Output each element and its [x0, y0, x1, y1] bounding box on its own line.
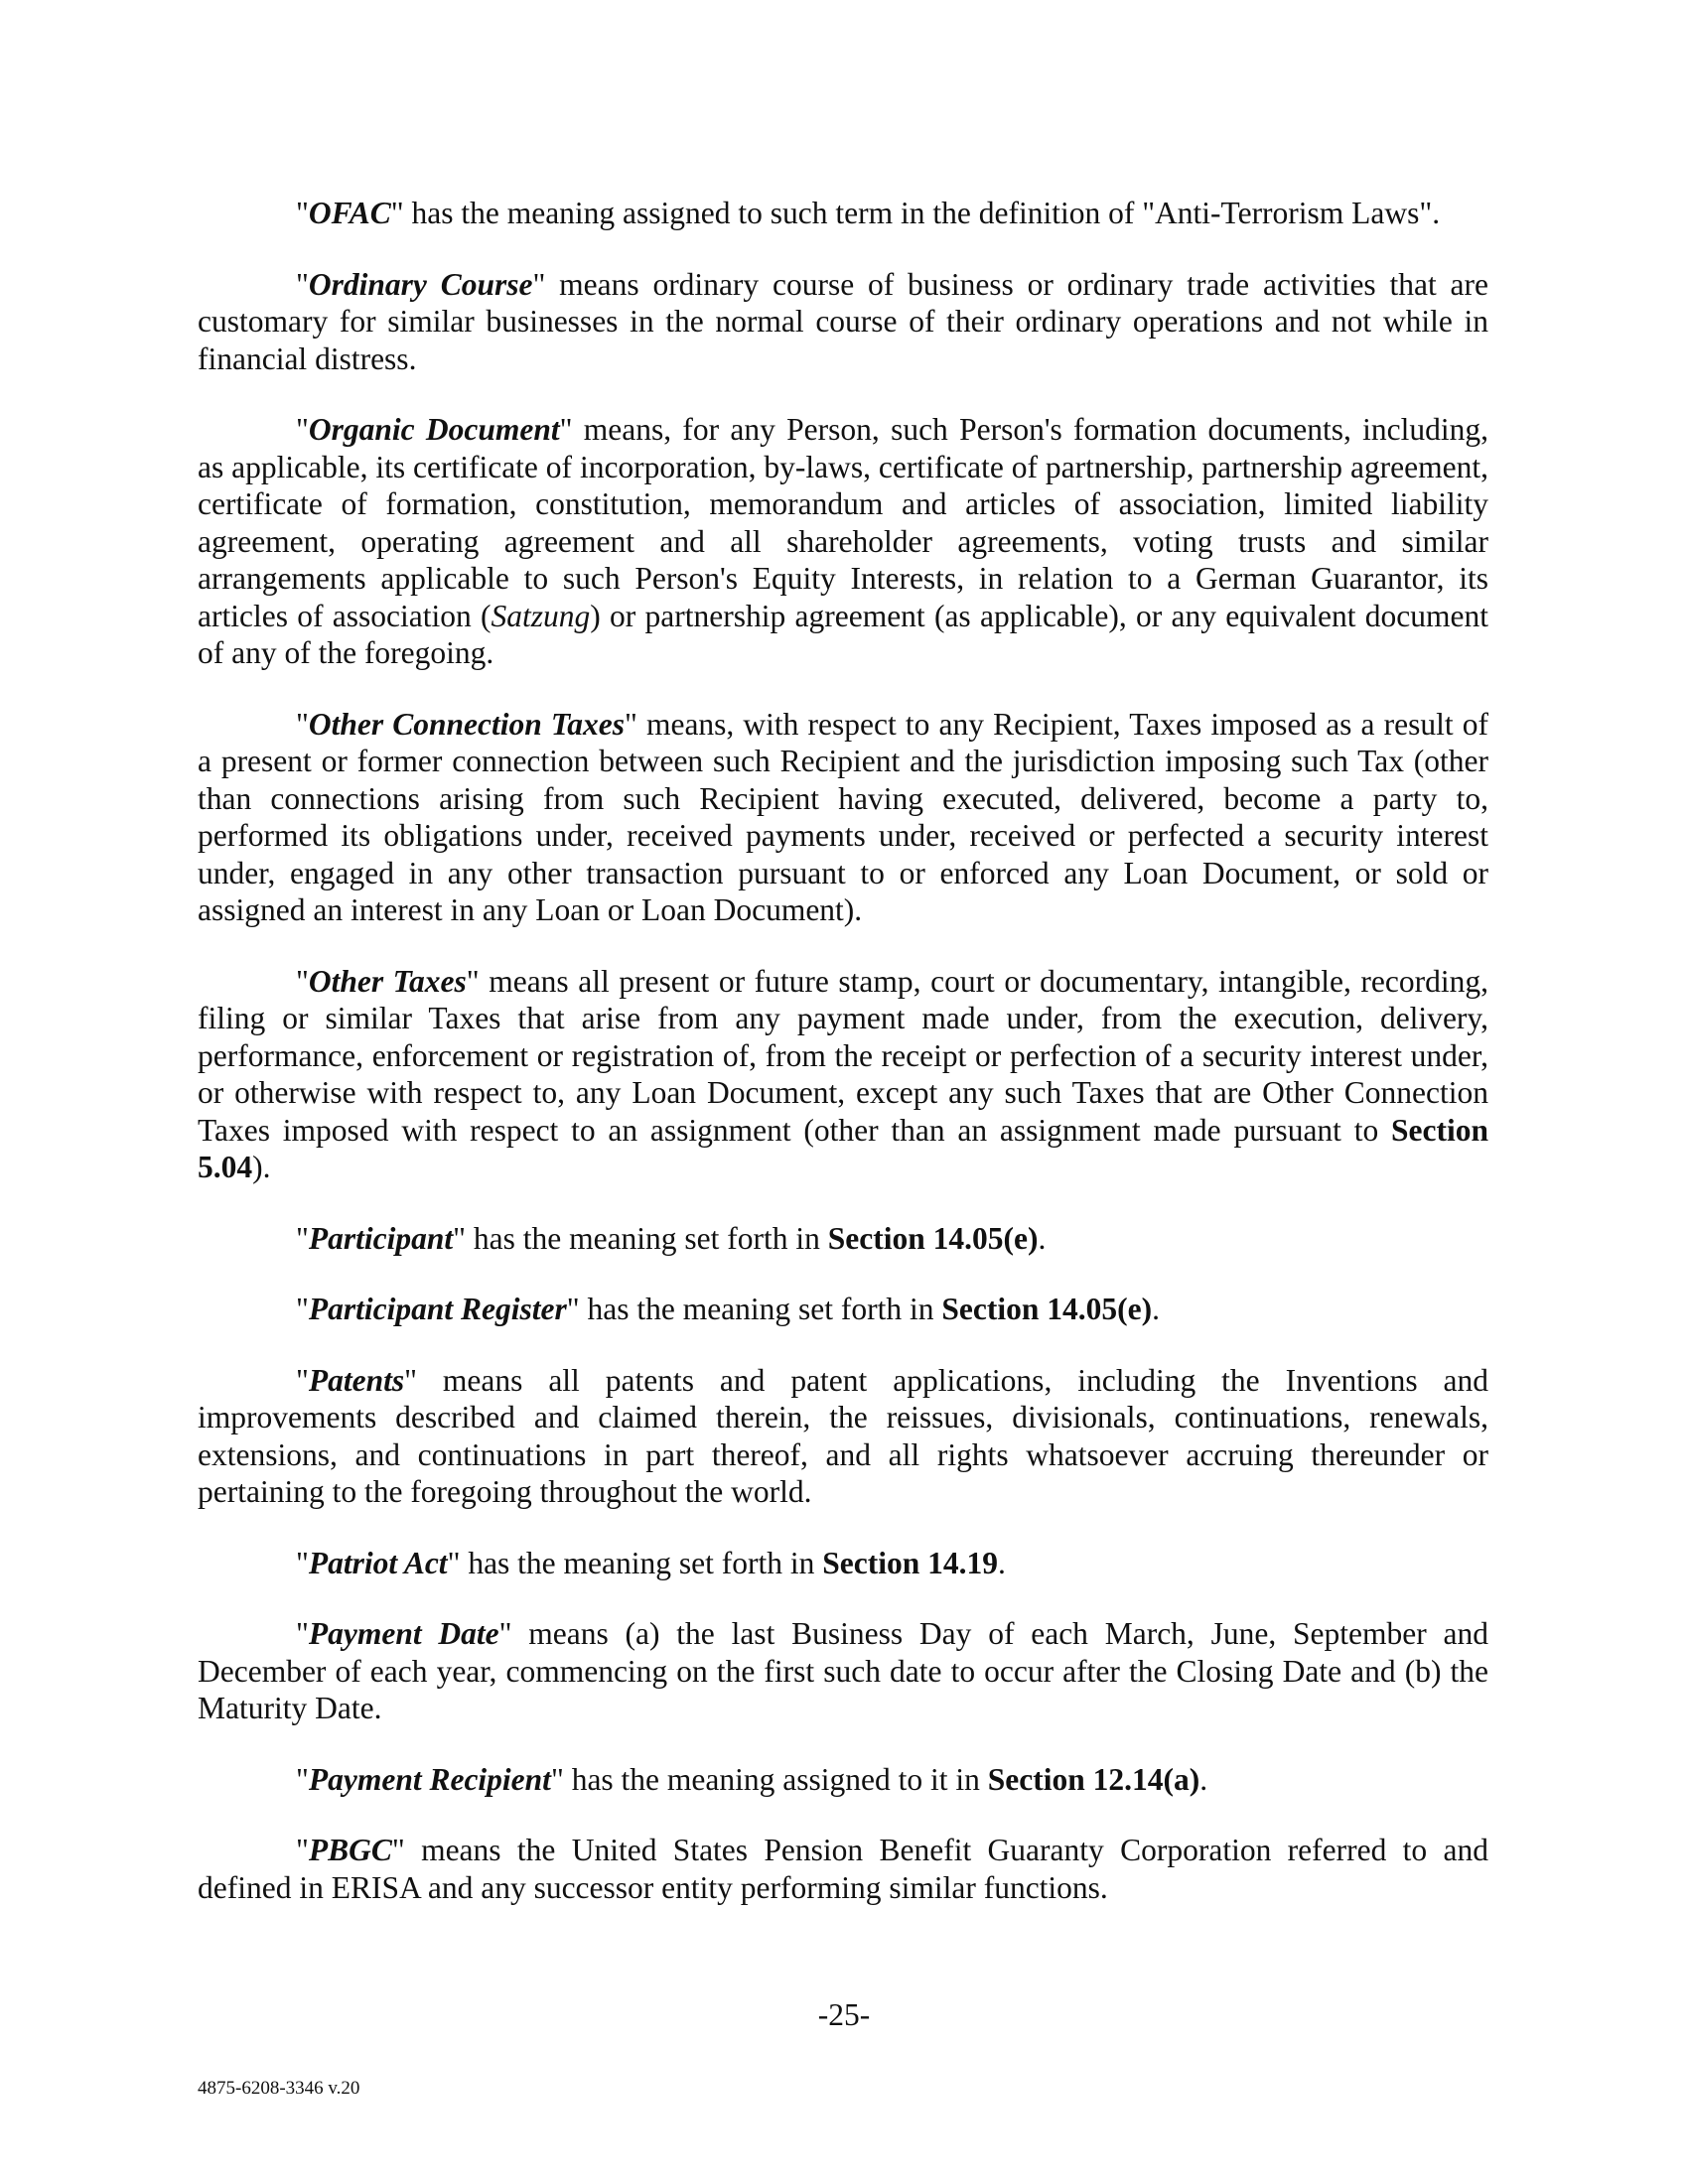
definition-text: means the United States Pension Benefit Guaranty Corporation referred to and defined in ERISA and any successor entity performing similar functions. [198, 1833, 1488, 1905]
section-reference: Section 14.05(e) [827, 1220, 1039, 1256]
document-id: 4875-6208-3346 v.20 [198, 2078, 360, 2099]
definition-text-end: . [1152, 1292, 1160, 1326]
definition-text-end: . [1199, 1761, 1208, 1797]
definition-text: has the meaning assigned to such term in the definition of "Anti-Terrorism Laws". [403, 196, 1441, 230]
open-quote: " [296, 963, 309, 999]
open-quote: " [296, 1545, 309, 1580]
definition-text: has the meaning set forth in [465, 1220, 828, 1256]
defined-term: Payment Date [308, 1616, 499, 1651]
open-quote: " [296, 706, 309, 742]
close-quote: " [550, 1761, 564, 1797]
definition-other-connection-taxes [198, 706, 1488, 929]
close-quote: " [447, 1545, 461, 1580]
definition-participant [198, 1220, 1488, 1258]
definition-organic-document [198, 411, 1488, 672]
definition-text: means all patents and patent applications, including the Inventions and improvements described and claimed therein, the reissues, divisionals, continuations, renewals, extensions, and continuations in part thereof, and all rights whatsoever accruing thereunder or pertaining to the foregoing throughout the world. [198, 1362, 1488, 1509]
definition-text: means, for any Person, such Person's formation documents, including, as applicable, its certificate of incorporation, by-laws, certificate of partnership, partnership agreement, certificate of formation, constitution, memorandum and articles of association, limited liability agreement, operating agreement and all shareholder agreements, voting trusts and similar arrangements applicable to such Person's Equity Interests, in relation to a German Guarantor, its articles of association ( [198, 412, 1489, 633]
definition-text: has the meaning set forth in [579, 1292, 942, 1326]
defined-term: Ordinary Course [308, 266, 533, 302]
definition-text: means all present or future stamp, court or documentary, intangible, recording, filing or similar Taxes that arise from any payment made under, from the execution, delivery, performance, enforcement or registration of, from the receipt or perfection of a security interest under, or otherwise with respect to, any Loan Document, except any such Taxes that are Other Connection Taxes imposed with respect to an assignment (other than an assignment made pursuant to [198, 963, 1488, 1148]
definition-pbgc [198, 1832, 1488, 1906]
definition-payment-recipient [198, 1761, 1488, 1799]
defined-term: Payment Recipient [308, 1761, 551, 1797]
close-quote: " [390, 196, 404, 230]
definition-ofac [198, 195, 1488, 232]
definition-participant-register [198, 1291, 1488, 1328]
definition-text-end: . [1038, 1220, 1047, 1256]
defined-term: Participant Register [308, 1292, 567, 1326]
section-reference: Section 14.05(e) [941, 1292, 1153, 1326]
definition-text: has the meaning set forth in [460, 1545, 823, 1580]
defined-term: Participant [308, 1220, 454, 1256]
definition-text: means, with respect to any Recipient, Taxes imposed as a result of a present or former connection between such Recipient and the jurisdiction imposing such Tax (other than connections arising from such Recipient having executed, delivered, become a party to, performed its obligations under, received payments under, received or perfected a security interest under, engaged in any other transaction pursuant to or enforced any Loan Document, or sold or assigned an interest in any Loan or Loan Document). [198, 706, 1488, 927]
section-reference: Section 12.14(a) [987, 1761, 1200, 1797]
close-quote: " [624, 706, 637, 742]
open-quote: " [296, 412, 309, 447]
open-quote: " [296, 266, 309, 302]
definition-ordinary-course [198, 266, 1488, 378]
page-number: -25- [817, 1997, 871, 2032]
open-quote: " [296, 1220, 309, 1256]
definition-payment-date [198, 1615, 1488, 1727]
defined-term: Patriot Act [308, 1545, 448, 1580]
close-quote: " [532, 266, 546, 302]
open-quote: " [296, 1761, 309, 1797]
defined-term: Other Taxes [308, 963, 467, 999]
section-reference: Section 14.19 [822, 1545, 998, 1580]
defined-term: Patents [308, 1362, 405, 1398]
close-quote: " [559, 412, 573, 447]
open-quote: " [296, 196, 309, 230]
defined-term: Other Connection Taxes [308, 706, 625, 742]
definition-other-taxes [198, 963, 1488, 1186]
definitions-section [198, 195, 1488, 1940]
definition-patents [198, 1362, 1488, 1511]
definition-text-end: ) or partnership agreement (as applicable), or any equivalent document of any of the foregoing. [198, 598, 1488, 670]
definition-text: means (a) the last Business Day of each March, June, September and December of each year, commencing on the first such date to occur after the Closing Date and (b) the Maturity Date. [198, 1616, 1488, 1725]
definition-patriot-act [198, 1545, 1488, 1582]
defined-term: PBGC [308, 1833, 392, 1867]
definition-text-end: ). [252, 1150, 271, 1184]
defined-term: OFAC [308, 196, 391, 230]
italic-term: Satzung [491, 598, 591, 633]
defined-term: Organic Document [308, 412, 560, 447]
open-quote: " [296, 1616, 309, 1651]
section-reference: Section 5.04 [198, 1112, 1488, 1184]
definition-text: means ordinary course of business or ordinary trade activities that are customary for similar businesses in the normal course of their ordinary operations and not while in financial distress. [198, 266, 1489, 376]
close-quote: " [404, 1362, 417, 1398]
close-quote: " [566, 1292, 580, 1326]
close-quote: " [466, 963, 480, 999]
close-quote: " [498, 1616, 512, 1651]
definition-text: has the meaning assigned to it in [563, 1761, 988, 1797]
close-quote: " [453, 1220, 466, 1256]
definition-text-end: . [997, 1545, 1006, 1580]
open-quote: " [296, 1833, 309, 1867]
close-quote: " [391, 1833, 405, 1867]
open-quote: " [296, 1292, 309, 1326]
open-quote: " [296, 1362, 309, 1398]
